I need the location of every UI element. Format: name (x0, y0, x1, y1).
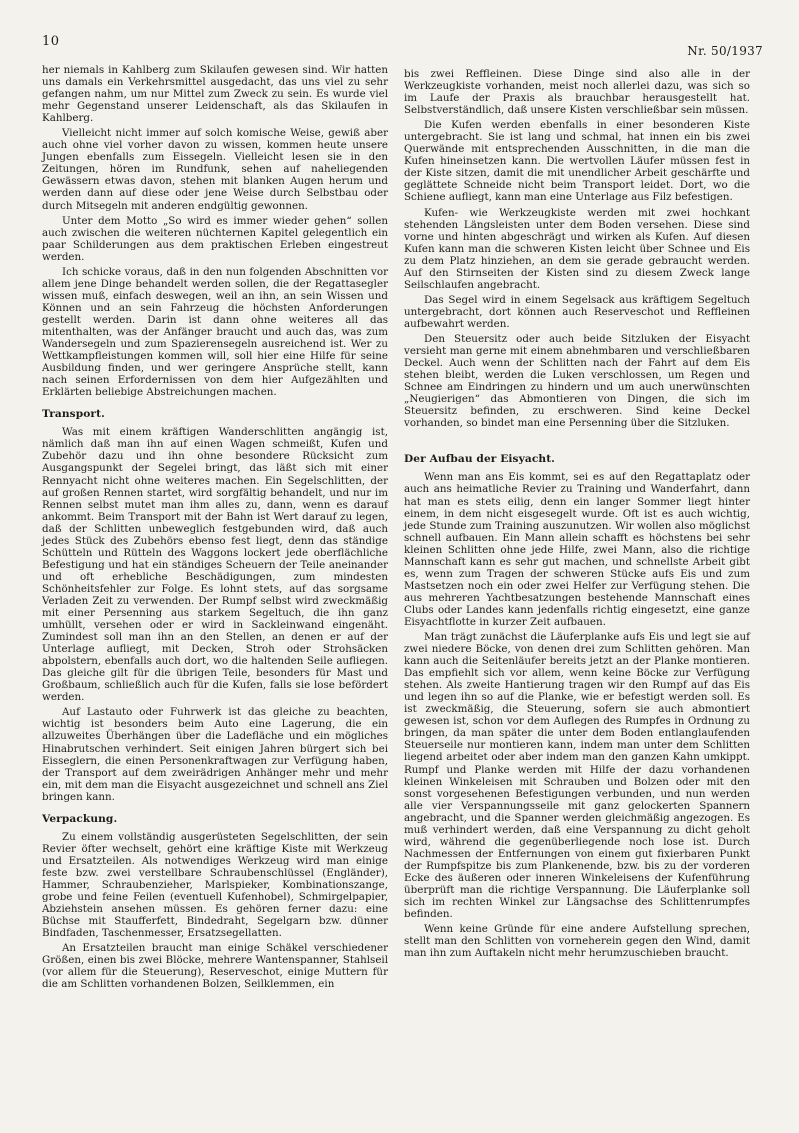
paragraph: Wenn keine Gründe für eine andere Aufstellung sprechen, stellt man den Schlitten von vorneherein gegen den Wind, damit man ihn zum Auftakeln nicht mehr herumzuschieben braucht. (404, 923, 750, 960)
paragraph: Ich schicke voraus, daß in den nun folgenden Abschnitten vor allem jene Dinge behandelt werden sollen, die der Regattasegler wissen muß, einfach deswegen, weil an ihn, an sein Wissen und Können und an sein Fahrzeug die höchsten Anforderungen gestellt werden. Darin ist dann ohne weiteres all das mitenthalten, was der Anfänger braucht und auch das, was zum Wandersegeln und zum Spazierensegeln ausreichend ist. Wer zu Wettkampfleistungen kommen will, soll hier eine Hilfe für seine Ausbildung finden, und wer geringere Ansprüche stellt, kann nach seinen Erfordernissen von dem hier Aufgezählten und Erklärten beliebige Abstreichungen machen. (42, 265, 388, 399)
section-heading: Transport. (42, 408, 105, 421)
paragraph: Wenn man ans Eis kommt, sei es auf den Regattaplatz oder auch ans heimatliche Revier zu Training und Wanderfahrt, dann hat man es stets eilig, denn ein langer Sommer liegt hinter einem, in dem nicht eisgesegelt wurde. Oft ist es auch wichtig, jede Stunde zum Training auszunutzen. Wir wollen also möglichst schnell aufbauen. Ein Mann allein schafft es höchstens bei sehr kleinen Schlitten ohne jede Hilfe, zwei Mann, also die richtige Mannschaft kann es sehr gut machen, und schnellste Arbeit gibt es, wenn zum Tragen der schweren Stücke aufs Eis und zum Mastsetzen noch ein oder zwei Helfer zur Verfügung stehen. Die aus mehreren Yachtbesatzungen bestehende Mannschaft eines Clubs oder Landes kann jedenfalls richtig eingesetzt, eine ganze Eisyachtflotte in kurzer Zeit aufbauen. (404, 471, 750, 628)
paragraph: Den Steuersitz oder auch beide Sitzluken der Eisyacht versieht man gerne mit einem abnehmbaren und verschließbaren Deckel. Auch wenn der Schlitten nach der Fahrt auf dem Eis stehen bleibt, werden die Luken verschlossen, um Regen und Schnee am Eindringen zu hindern und um auch unerwünschten „Neugierigen“ das Abmontieren von Dingen, die sich im Steuersitz befinden, zu erschweren. Sind keine Deckel vorhanden, so bindet man eine Persenning über die Sitzluken. (404, 332, 750, 430)
left-column (42, 64, 388, 993)
issue-number: Nr. 50/1937 (687, 44, 763, 58)
paragraph: Unter dem Motto „So wird es immer wieder gehen“ sollen auch zwischen die weiteren nüchternen Kapitel gelegentlich ein paar Schilderungen aus dem praktischen Erleben eingestreut werden. (42, 214, 388, 263)
paragraph: Kufen- wie Werkzeugkiste werden mit zwei hochkant stehenden Längsleisten unter dem Boden versehen. Diese sind vorne und hinten abgeschrägt und wirken als Kufen. Auf diesen Kufen kann man die schweren Kisten leicht über Schnee und Eis zu dem Platz hinziehen, an dem sie gerade gebraucht werden. Auf den Stirnseiten der Kisten sind zu diesem Zweck lange Seilschlaufen angebracht. (404, 206, 750, 291)
paragraph: her niemals in Kahlberg zum Skilaufen gewesen sind. Wir hatten uns damals ein Verkehrsmittel ausgedacht, das uns viel zu sehr gefangen nahm, um nur Mittel zum Zweck zu sein. Es wurde viel mehr Gegenstand unserer Leidenschaft, als das Skilaufen in Kahlberg. (42, 64, 388, 125)
paragraph: Zu einem vollständig ausgerüsteten Segelschlitten, der sein Revier öfter wechselt, gehört eine kräftige Kiste mit Werkzeug und Ersatzteilen. Als notwendiges Werkzeug wird man einige feste bzw. zwei verstellbare Schraubenschlüssel (Engländer), Hammer, Schraubenzieher, Marlspieker, Kombinationszange, grobe und feine Feilen (eventuell Kufenhobel), Schmirgelpapier, Abziehstein ansehen müssen. Es gehören ferner dazu: eine Büchse mit Staufferfett, Bindedraht, Segelgarn bzw. dünner Bindfaden, Taschenmesser, Ersatzsegellatten. (42, 830, 388, 940)
paragraph: Was mit einem kräftigen Wanderschlitten angängig ist, nämlich daß man ihn auf einen Wagen schmeißt, Kufen und Zubehör dazu und ihn ohne besondere Rücksicht zum Ausgangspunkt der Segelei bringt, das läßt sich mit einer Rennyacht nicht ohne weiteres machen. Ein Segelschlitten, der auf großen Rennen startet, wird sorgfältig behandelt, und nur im Rennen selbst mutet man ihm alles zu, dann, wenn es darauf ankommt. Beim Transport mit der Bahn ist Wert darauf zu legen, daß der Schlitten unbeweglich festgebunden wird, daß auch jedes Stück des Zubehörs ebenso fest liegt, denn das ständige Schütteln und Rütteln des Waggons lockert jede oberflächliche Befestigung und hat ein ständiges Scheuern der Teile aneinander und oft erhebliche Beschädigungen, zum mindesten Schönheitsfehler zur Folge. Es lohnt stets, auf das sorgsame Verladen Zeit zu verwenden. Der Rumpf selbst wird zweckmäßig mit einer Persenning aus starkem Segeltuch, die ihn ganz umhüllt, versehen oder er wird in Sackleinwand eingenäht. Zumindest soll man ihn an den Stellen, an denen er auf der Unterlage aufliegt, mit Decken, Stroh oder Strohsäcken abpolstern, ebenfalls auch dort, wo die haltenden Seile aufliegen. Das gleiche gilt für die übrigen Teile, besonders für Mast und Großbaum, schließlich auch für die Kufen, falls sie lose befördert werden. (42, 426, 388, 704)
right-column (404, 68, 750, 962)
paragraph: An Ersatzteilen braucht man einige Schäkel verschiedener Größen, einen bis zwei Blöcke, mehrere Wantenspanner, Stahlseil (vor allem für die Steuerung), Reserveschot, einige Muttern für die am Schlitten vorhandenen Bolzen, Seilklemmen, ein (42, 942, 388, 991)
paragraph: Man trägt zunächst die Läuferplanke aufs Eis und legt sie auf zwei niedere Böcke, von denen drei zum Schlitten gehören. Man kann auch die Seitenläufer bereits jetzt an der Planke montieren. Das empfiehlt sich vor allem, wenn keine Böcke zur Verfügung stehen. Als zweite Hantierung tragen wir den Rumpf auf das Eis und legen ihn so auf die Planke, wie er befestigt werden soll. Es ist zweckmäßig, die Steuerung, sofern sie auch abmontiert gewesen ist, schon vor dem Auflegen des Rumpfes in Ordnung zu bringen, da man später die unter dem Boden entlanglaufenden Steuerseile nur montieren kann, indem man unter dem Schlitten liegend arbeitet oder aber indem man den ganzen Kahn umkippt. Rumpf und Planke werden mit Hilfe der dazu vorhandenen kleinen Winkeleisen mit Schrauben und Bolzen oder mit den sonst vorgesehenen Befestigungen verbunden, und nun werden alle vier Verspannungsseile mit ganz gelockerten Spannern angebracht, und die Spanner werden gleichmäßig angezogen. Es muß verhindert werden, daß eine Verspannung zu dicht geholt wird, während die gegenüberliegende noch lose ist. Durch Nachmessen der Entfernungen von einem gut fixierbaren Punkt der Rumpfspitze bis zum Plankenende, bzw. bis zu der vorderen Ecke des äußeren oder inneren Winkeleisens der Kufenführung überprüft man die richtige Verspannung. Die Läuferplanke soll sich im rechten Winkel zur Längsachse des Schlittenrumpfes befinden. (404, 631, 750, 921)
paragraph: Vielleicht nicht immer auf solch komische Weise, gewiß aber auch ohne viel vorher davon zu wissen, kommen heute unsere Jungen ebenfalls zum Eissegeln. Vielleicht lesen sie in den Zeitungen, hören im Rundfunk, sehen auf naheliegenden Gewässern etwas davon, stehen mit blanken Augen herum und werden dann auf diese oder jene Weise durch Selbstbau oder durch Mitsegeln mit anderen endgültig gewonnen. (42, 127, 388, 212)
section-heading: Der Aufbau der Eisyacht. (404, 453, 555, 466)
page-number: 10 (42, 34, 60, 49)
paragraph: Das Segel wird in einem Segelsack aus kräftigem Segeltuch untergebracht, dort können auch Reserveschot und Reffleinen aufbewahrt werden. (404, 293, 750, 330)
section-heading: Verpackung. (42, 812, 118, 825)
paragraph: Die Kufen werden ebenfalls in einer besonderen Kiste untergebracht. Sie ist lang und schmal, hat innen ein bis zwei Querwände mit entsprechenden Ausschnitten, in die man die Kufen hineinsetzen kann. Die wertvollen Läufer müssen fest in der Kiste sitzen, damit die mit unendlicher Arbeit geschärfte und geglättete Schneide nicht beim Transport leidet. Dort, wo die Schiene aufliegt, kann man eine Unterlage aus Filz befestigen. (404, 119, 750, 204)
paragraph: Auf Lastauto oder Fuhrwerk ist das gleiche zu beachten, wichtig ist besonders beim Auto eine Lagerung, die ein allzuweites Überhängen über die Ladefläche und ein mögliches Hinabrutschen verhindert. Seit einigen Jahren bürgert sich bei Eisseglern, die einen Personenkraftwagen zur Verfügung haben, der Transport auf dem zweirädrigen Anhänger mehr und mehr ein, mit dem man die Eisyacht ausgezeichnet und schnell ans Ziel bringen kann. (42, 706, 388, 803)
paragraph: bis zwei Reffleinen. Diese Dinge sind also alle in der Werkzeugkiste vorhanden, meist noch allerlei dazu, was sich so im Laufe der Praxis als brauchbar herausgestellt hat. Selbstverständlich, daß unsere Kisten verschließbar sein müssen. (404, 68, 750, 117)
